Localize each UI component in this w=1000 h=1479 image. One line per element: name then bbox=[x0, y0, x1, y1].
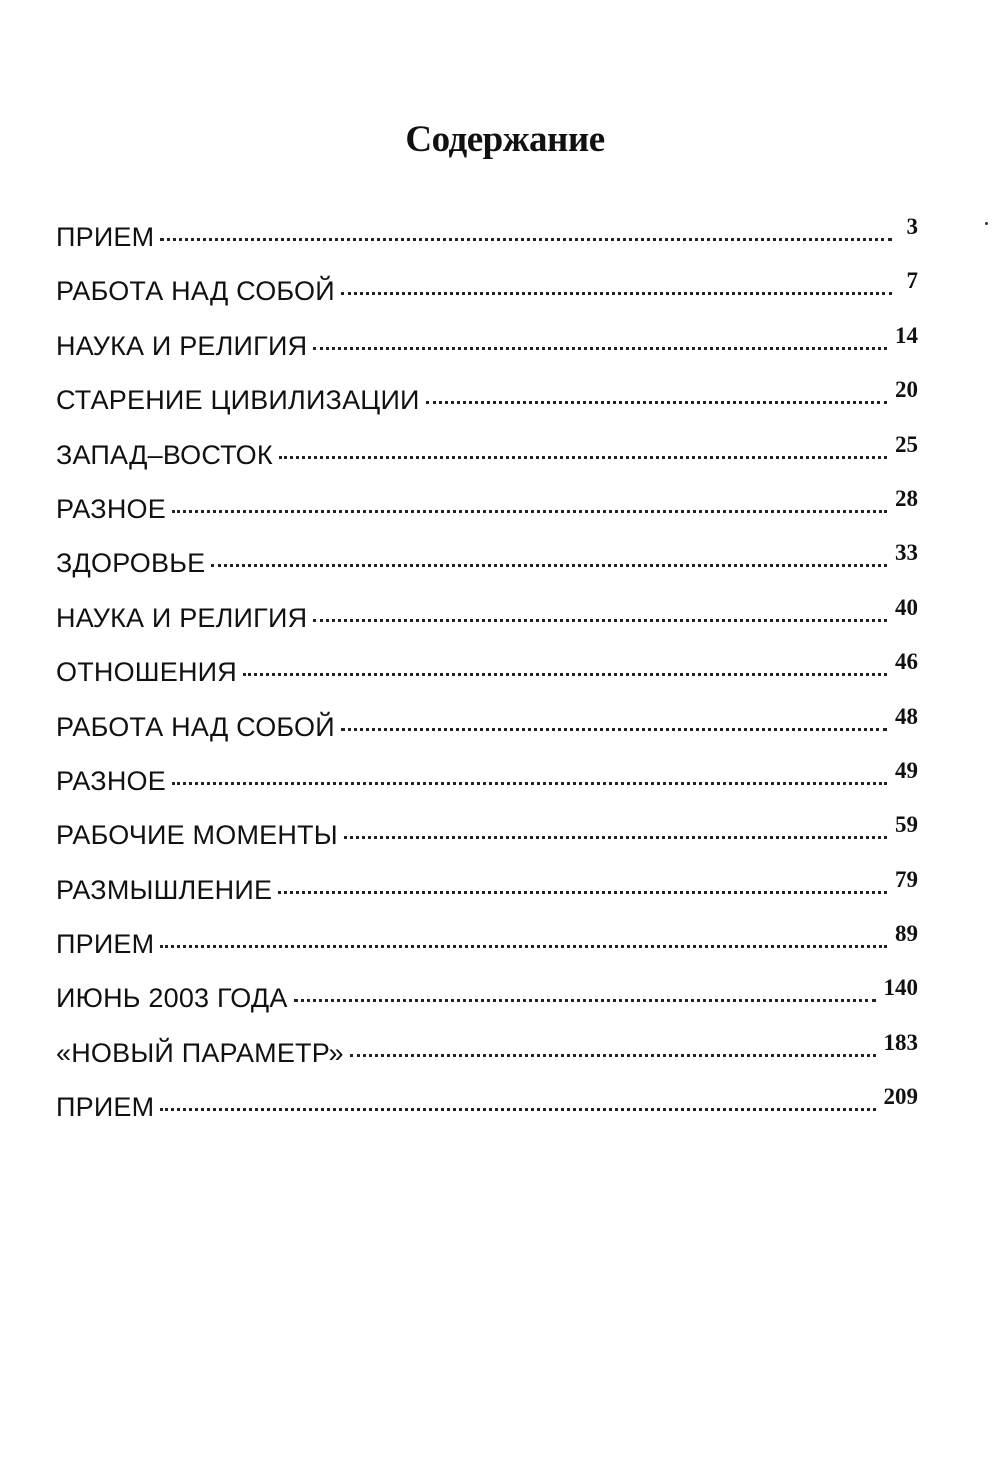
dot-leader bbox=[313, 347, 887, 350]
toc-entry[interactable] bbox=[56, 754, 918, 808]
toc-page-number: 209 bbox=[883, 1084, 918, 1110]
toc-page-number: 49 bbox=[895, 757, 918, 783]
toc-page-number: 40 bbox=[895, 594, 918, 620]
toc-page-number: 46 bbox=[895, 649, 918, 675]
toc-entry-title: ОТНОШЕНИЯ bbox=[56, 657, 237, 688]
toc-entry-title: РАБОТА НАД СОБОЙ bbox=[56, 711, 335, 742]
toc-entry[interactable] bbox=[56, 863, 918, 917]
toc-entry[interactable] bbox=[56, 1026, 918, 1080]
dot-leader bbox=[160, 945, 887, 948]
dot-leader bbox=[160, 238, 892, 241]
scan-speck bbox=[985, 222, 988, 225]
toc-entry[interactable] bbox=[56, 917, 918, 971]
table-of-contents bbox=[56, 210, 918, 1135]
toc-page-number: 25 bbox=[895, 431, 918, 457]
toc-entry[interactable] bbox=[56, 428, 918, 482]
dot-leader bbox=[426, 401, 887, 404]
toc-entry-title: НАУКА И РЕЛИГИЯ bbox=[56, 602, 308, 633]
dot-leader bbox=[341, 728, 887, 731]
toc-entry[interactable] bbox=[56, 700, 918, 754]
toc-entry[interactable] bbox=[56, 971, 918, 1025]
toc-entry-title: ПРИЕМ bbox=[56, 1092, 155, 1123]
toc-entry-title: НАУКА И РЕЛИГИЯ bbox=[56, 330, 308, 361]
toc-entry-title: РАБОЧИЕ МОМЕНТЫ bbox=[56, 820, 338, 851]
toc-entry[interactable] bbox=[56, 264, 918, 318]
dot-leader bbox=[172, 510, 887, 513]
toc-page-number: 20 bbox=[895, 377, 918, 403]
dot-leader bbox=[279, 456, 887, 459]
toc-entry-title: «НОВЫЙ ПАРАМЕТР» bbox=[56, 1037, 344, 1068]
toc-page-number: 59 bbox=[895, 812, 918, 838]
toc-entry-title: РАЗМЫШЛЕНИЕ bbox=[56, 874, 273, 905]
toc-entry[interactable] bbox=[56, 210, 918, 264]
toc-entry-title: ПРИЕМ bbox=[56, 222, 155, 252]
dot-leader bbox=[313, 619, 887, 622]
dot-leader bbox=[211, 564, 887, 567]
toc-entry-title: ПРИЕМ bbox=[56, 929, 155, 960]
toc-page-number: 89 bbox=[895, 921, 918, 947]
toc-entry-title: РАЗНОЕ bbox=[56, 765, 166, 796]
toc-page-number: 28 bbox=[895, 485, 918, 511]
toc-entry-title: ЗАПАД–ВОСТОК bbox=[56, 439, 273, 470]
toc-entry[interactable] bbox=[56, 536, 918, 590]
toc-entry-title: ИЮНЬ 2003 ГОДА bbox=[56, 983, 288, 1014]
dot-leader bbox=[172, 782, 887, 785]
dot-leader bbox=[243, 673, 887, 676]
toc-page-number: 7 bbox=[906, 268, 918, 294]
dot-leader bbox=[350, 1054, 876, 1057]
toc-page-number: 79 bbox=[895, 866, 918, 892]
dot-leader bbox=[160, 1108, 875, 1111]
toc-page-number: 183 bbox=[883, 1029, 918, 1055]
toc-page-number: 33 bbox=[895, 540, 918, 566]
dot-leader bbox=[294, 999, 876, 1002]
toc-entry-title: ЗДОРОВЬЕ bbox=[56, 548, 206, 579]
toc-entry-title: РАЗНОЕ bbox=[56, 493, 166, 524]
toc-page-number: 140 bbox=[883, 975, 918, 1001]
toc-page-number: 3 bbox=[906, 214, 918, 239]
toc-entry[interactable] bbox=[56, 808, 918, 862]
toc-entry-title: РАБОТА НАД СОБОЙ bbox=[56, 276, 335, 307]
toc-entry-title: СТАРЕНИЕ ЦИВИЛИЗАЦИИ bbox=[56, 385, 420, 416]
toc-page-number: 14 bbox=[895, 322, 918, 348]
dot-leader bbox=[278, 891, 887, 894]
toc-entry[interactable] bbox=[56, 319, 918, 373]
toc-entry[interactable] bbox=[56, 591, 918, 645]
dot-leader bbox=[344, 836, 887, 839]
page-title: Содержание bbox=[405, 119, 605, 160]
toc-entry[interactable] bbox=[56, 373, 918, 427]
toc-entry[interactable] bbox=[56, 645, 918, 699]
toc-page-number: 48 bbox=[895, 703, 918, 729]
dot-leader bbox=[341, 292, 892, 295]
toc-entry[interactable] bbox=[56, 1080, 918, 1134]
toc-entry[interactable] bbox=[56, 482, 918, 536]
